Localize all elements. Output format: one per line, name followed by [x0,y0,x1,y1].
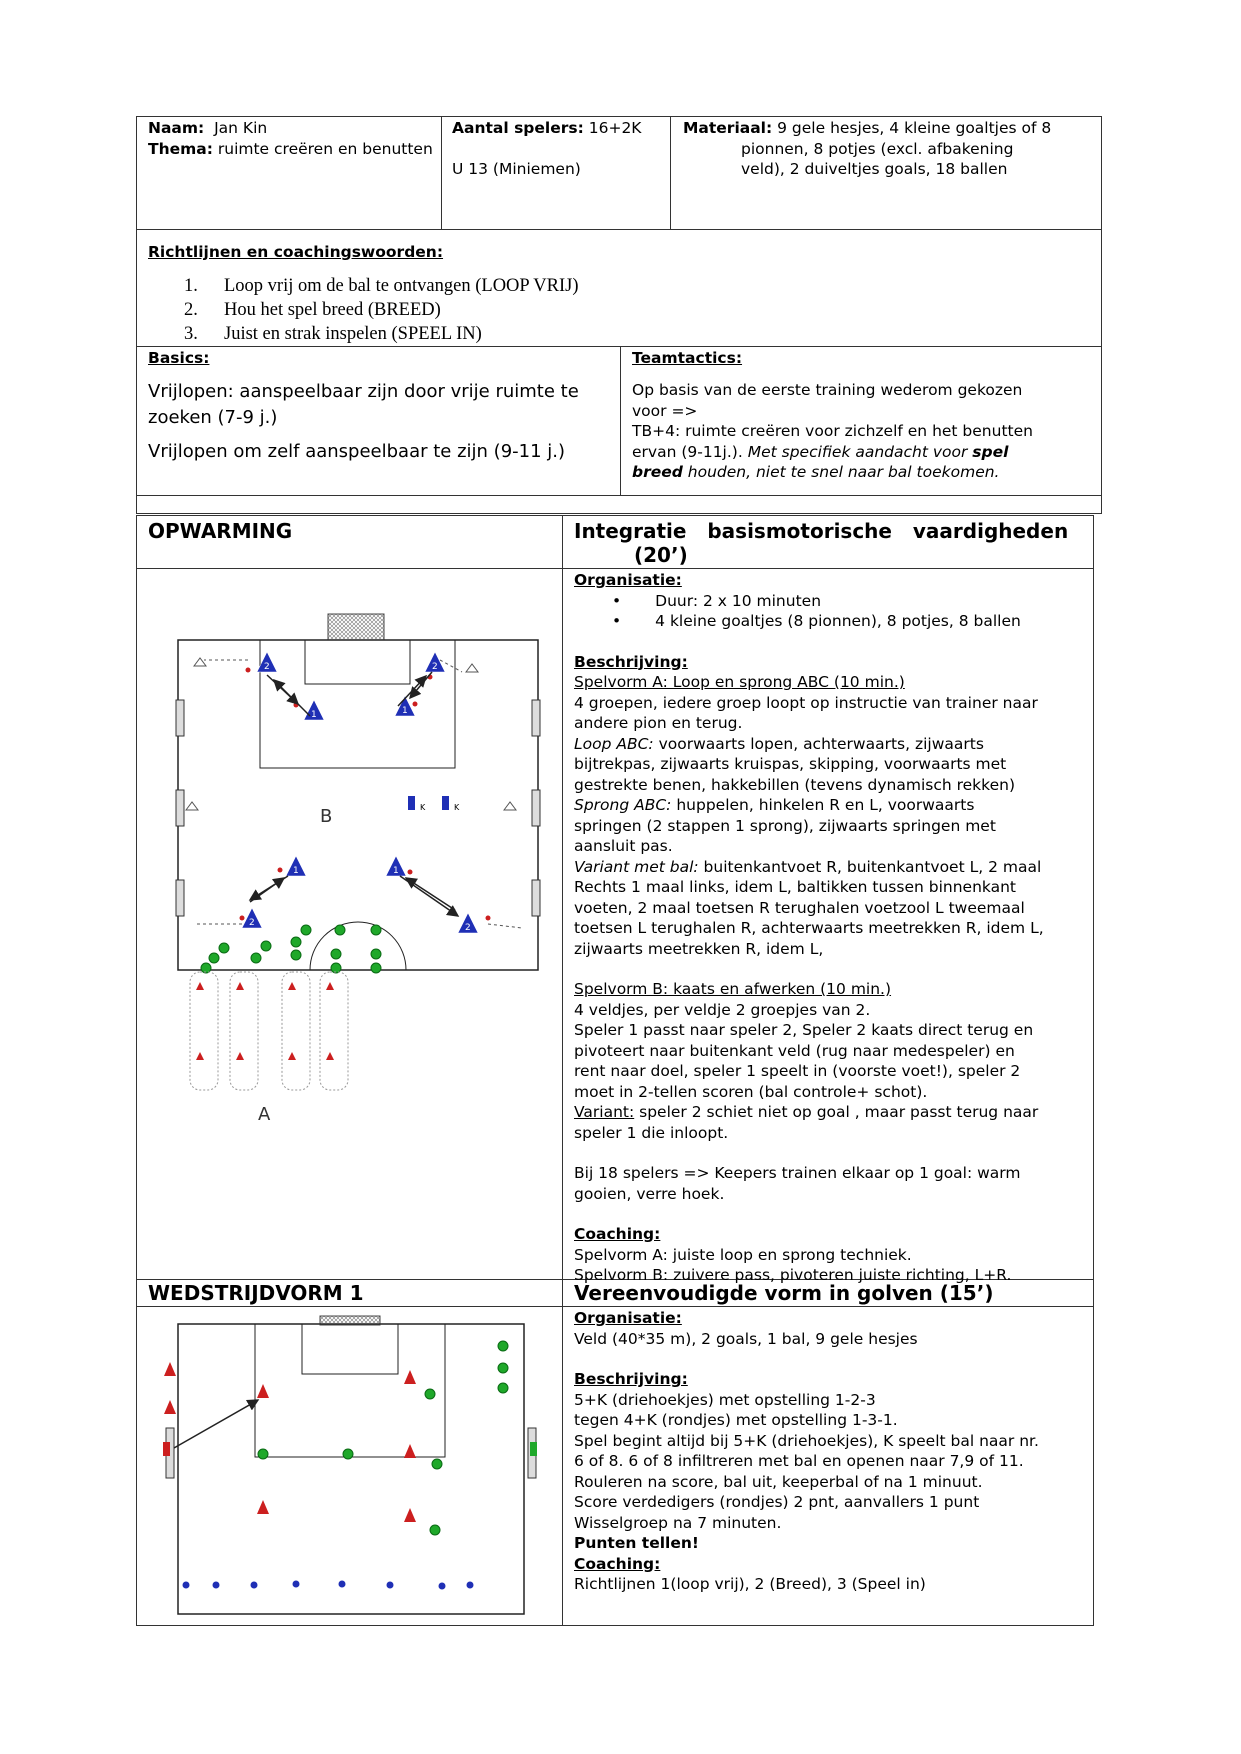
opwarming-title: OPWARMING [148,519,293,543]
drill-lanes [190,972,348,1090]
blue-triangle-icons [242,652,478,933]
richtlijn-item: 1. Loop vrij om de bal te ontvangen (LOOP VRIJ) [184,276,579,296]
richtlijn-item: 3. Juist en strak inspelen (SPEEL IN) [184,324,482,344]
thema-value: ruimte creëren en benutten [217,139,433,158]
wedstrijd-header-line [136,1306,1094,1307]
diagram-label-a: A [258,1104,271,1125]
basics-left-ext [136,496,137,513]
section-divider [562,515,563,1626]
naam-label: Naam: [148,119,205,137]
opwarming-header-line [136,568,1094,569]
green-circle-icons [258,1341,508,1535]
svg-text:2: 2 [465,923,471,933]
cone-icons [186,658,516,810]
side-goal-icon [532,700,540,736]
pass-arrow [174,1400,258,1448]
naam-value: Jan Kin [214,119,268,137]
svg-text:2: 2 [249,918,255,928]
svg-text:1: 1 [311,710,317,720]
triangle-numbers [249,662,471,933]
svg-text:K: K [454,803,460,812]
goal-area [305,640,410,684]
wedstrijd-title: WEDSTRIJDVORM 1 [148,1281,364,1305]
basics-text: Vrijlopen: aanspeelbaar zijn door vrije ruimte te zoeken (7-9 j.) Vrijlopen om zelf aanspeelbaar te zijn (9-11 j.) [148,381,579,462]
dashed-runs [196,660,522,928]
svg-text:1: 1 [402,706,408,716]
spelers-cell [452,118,667,180]
richtlijnen-list [184,274,984,346]
basics-title: Basics: [148,349,210,367]
cone-icons-red [196,982,334,1060]
opwarming-field-diagram [170,600,550,1140]
richtlijnen-title: Richtlijnen en coachingswoorden: [148,243,444,261]
diagram-label-b: B [320,806,333,827]
svg-text:2: 2 [264,662,270,672]
side-goal-icon [532,790,540,826]
opwarming-subtitle: Integratie basismotorische vaardigheden (20’) [574,519,1069,567]
svg-text:K: K [420,803,426,812]
penalty-area [260,640,455,768]
richtlijn-item: 2. Hou het spel breed (BREED) [184,300,441,320]
organisatie-item: • Duur: 2 x 10 minuten [612,591,822,610]
pass-arrows [250,672,458,916]
red-triangle-icons [164,1362,416,1522]
materiaal-line1: 9 gele hesjes, 4 kleine goaltjes of 8 [777,119,1052,137]
naam-cell [148,118,438,159]
teamtactics-text: Op basis van de eerste training wederom gekozen voor => TB+4: ruimte creëren voor zichzelf en het benutten ervan (9-11j.). Met specifiek aandacht voor spel breed houden, niet te snel naar bal toekomen. [632,381,1033,481]
field-outline [178,1324,524,1614]
spelers-value: 16+2K [588,119,642,137]
svg-text:1: 1 [393,866,399,876]
materiaal-line3: veld), 2 duiveltjes goals, 18 ballen [741,160,1008,178]
spelers-label: Aantal spelers: [452,119,584,137]
side-goal-icon [532,880,540,916]
svg-text:1: 1 [293,866,299,876]
side-goal-icon [176,700,184,736]
penalty-area [255,1324,445,1457]
materiaal-line2: pionnen, 8 potjes (excl. afbakening [741,139,1014,158]
leeftijd-text: U 13 (Miniemen) [452,160,581,178]
materiaal-cell [683,118,1098,180]
goal-net [328,614,384,640]
thema-label: Thema: [148,139,213,158]
basics-right-ext [1101,496,1102,513]
header-divider-1 [441,116,442,230]
basics-divider [620,346,621,496]
arc [310,922,406,970]
basics-bottom-line [136,513,1102,514]
wedstrijd-field-diagram [150,1310,550,1620]
materiaal-label: Materiaal: [683,119,773,137]
organisatie-item: • 4 kleine goaltjes (8 pionnen), 8 potjes, 8 ballen [612,612,1021,630]
green-player-icons [201,925,381,973]
header-divider-2 [670,116,671,230]
keeper-icons [408,796,449,810]
teamtactics-title: Teamtactics: [632,349,743,367]
wedstrijd-subtitle: Vereenvoudigde vorm in golven (15’) [574,1281,994,1305]
svg-text:2: 2 [432,662,438,672]
field-outline [178,640,538,970]
side-goal-icon [176,880,184,916]
opwarming-content: Organisatie: • Duur: 2 x 10 minuten • 4 kleine goaltjes (8 pionnen), 8 potjes, 8 ballen Beschrijving: Spelvorm A: Loop en sprong ABC (10 min.) 4 groepen, iedere groep loopt op instructie van trainer naar andere pion en terug. Loop ABC: voorwaarts lopen, achterwaarts, zijwaarts bijtrekpas, zijwaarts kruispas, skipping, voorwaarts met gestrekte benen, hakkebillen (tevens dynamisch rekken) Sprong ABC: huppelen, hinkelen R en L, voorwaarts springen (2 stappen 1 sprong), zijwaarts springen met aansluit pas. Variant met bal: buitenkantvoet R, buitenkantvoet L, 2 maal Rechts 1 maal links, idem L, baltikken tussen binnenkant voeten, 2 maal toetsen R terughalen voetzool L tweemaal toetsen L terughalen R, achterwaarts meetrekken R, idem L, zijwaarts meetrekken R, idem L, Spelvorm B: kaats en afwerken (10 min.) 4 veldjes, per veldje 2 groepjes van 2. Speler 1 passt naar speler 2, Speler 2 kaats direct terug en pivoteert naar buitenkant veld (rug naar medespeler) en rent naar doel, speler 1 speelt in (voorste voet!), speler 2 moet in 2-tellen scoren (bal controle+ schot). Variant: speler 2 schiet niet op goal , maar passt terug naar speler 1 die inloopt. Bij 18 spelers => Keepers trainen elkaar op 1 goal: warm gooien, verre hoek. Coaching: Spelvorm A: juiste loop en sprong techniek. Spelvorm B: zuivere pass, pivoteren juiste richting, L+R. [574,570,1089,1286]
side-goal-icon [176,790,184,826]
wedstrijd-content: Organisatie: Veld (40*35 m), 2 goals, 1 bal, 9 gele hesjes Beschrijving: 5+K (driehoekjes) met opstelling 1-2-3 tegen 4+K (rondjes) met opstelling 1-3-1. Spel begint altijd bij 5+K (driehoekjes), K speelt bal naar nr. 6 of 8. 6 of 8 infiltreren met bal en openen naar 7,9 of 11. Rouleren na score, bal uit, keeperbal of na 1 minuut. Score verdedigers (rondjes) 2 pnt, aanvallers 1 punt Wisselgroep na 7 minuten. Punten tellen! Coaching: Richtlijnen 1(loop vrij), 2 (Breed), 3 (Speel in) [574,1309,1039,1593]
goal-area [302,1324,398,1374]
blue-dot-icons [183,1581,474,1590]
